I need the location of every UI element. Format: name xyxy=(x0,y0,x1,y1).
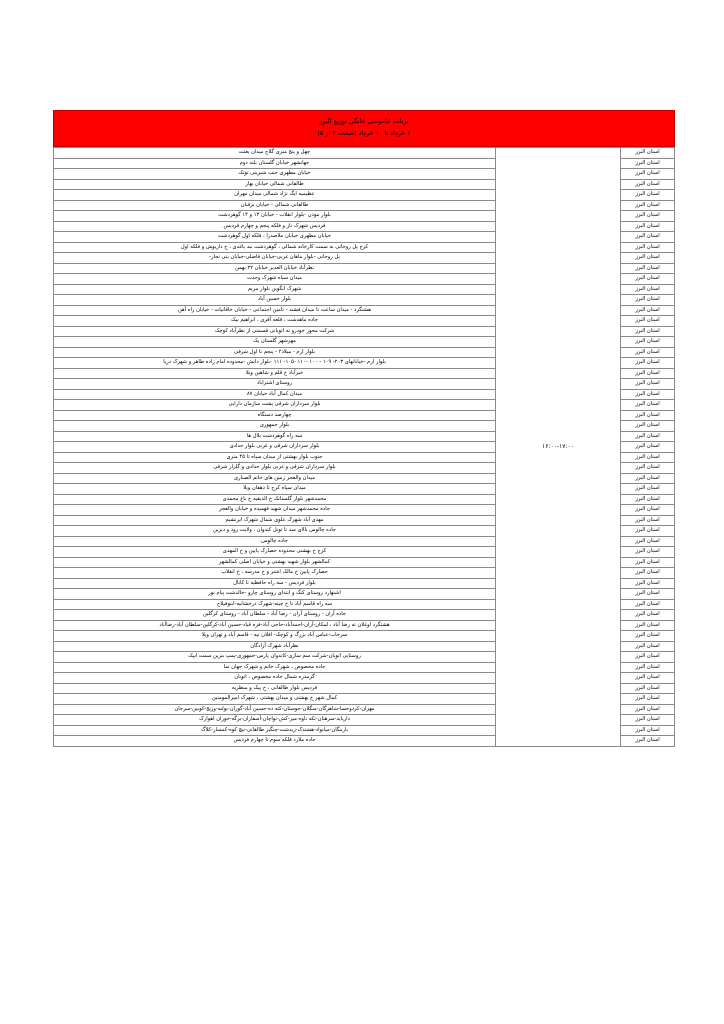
province-cell: استان البرز xyxy=(621,683,675,694)
area-cell: بلوار حسین آباد xyxy=(54,295,496,306)
area-cell: داریاید-سرهنان-تکه ناوه-میر-کش-تواچان-آسفاران-برگه-خوران اهوارک xyxy=(54,715,496,726)
area-cell: کمال شهر خ بهشتی و میدان بهشتی ، شهرک امیرالمومنین xyxy=(54,694,496,705)
province-cell: استان البرز xyxy=(621,547,675,558)
province-cell: استان البرز xyxy=(621,463,675,474)
province-cell: استان البرز xyxy=(621,169,675,180)
area-cell: مهدی آباد شهرک علوی شمال شهرک ایرنشیم xyxy=(54,515,496,526)
province-cell: استان البرز xyxy=(621,358,675,369)
province-cell: استان البرز xyxy=(621,526,675,537)
province-cell: استان البرز xyxy=(621,389,675,400)
time-slot-cell: ۱۶:۰۰-۱۷:۰۰ xyxy=(496,148,621,747)
area-cell: بلوار سرداران شرقی و غربی بلوار حدادی و گلزار شرقی xyxy=(54,463,496,474)
province-cell: استان البرز xyxy=(621,652,675,663)
area-cell: کرج خ بهشتی محدوده حصارک پایین و خ المهدی xyxy=(54,547,496,558)
schedule-title: برنامه خاموشی خانگی توزیع البرز xyxy=(319,117,409,125)
province-cell: استان البرز xyxy=(621,284,675,295)
province-cell: استان البرز xyxy=(621,410,675,421)
province-cell: استان البرز xyxy=(621,568,675,579)
area-cell: چهل و پنج متری گلاج میدان بعثت xyxy=(54,148,496,159)
area-cell: بلوار سرداران شرقی و غربی بلوار حدادی xyxy=(54,442,496,453)
province-cell: استان البرز xyxy=(621,347,675,358)
area-cell: خیرآباد خ قلم و شاهین ویلا xyxy=(54,368,496,379)
area-cell: عظیمیه ایگ نژاد شمالی میدان مهران xyxy=(54,190,496,201)
area-cell: هشتگرد - میدان ساعت تا میدان فشند - تامین اجتماعی - خیابان خاقانیات - خیابان راه آهن xyxy=(54,305,496,316)
schedule-subtitle: ۶ خرداد تا ۱۰ خرداد (صفحه ۴ از ۵) xyxy=(317,129,411,137)
area-cell: بارمگان-میانواد-هشتدک-زیدشت-چنگیز طالقانی-نیچ کوه-کمسار-کلاگ xyxy=(54,725,496,736)
area-cell: بلوار فردیس - سه راه حافظیه تا کانال xyxy=(54,578,496,589)
schedule-header xyxy=(53,110,675,147)
province-cell: استان البرز xyxy=(621,431,675,442)
area-cell: جنوب بلوار بهشتی از میدان سپاه تا ۴۵ متری xyxy=(54,452,496,463)
area-cell: نظرآباد شهرک آزادگان xyxy=(54,641,496,652)
province-cell: استان البرز xyxy=(621,305,675,316)
province-cell: استان البرز xyxy=(621,421,675,432)
area-cell: میدان سپاه شهرک وحدت xyxy=(54,274,496,285)
area-cell: شهرک انگوین بلوار مریم xyxy=(54,284,496,295)
province-cell: استان البرز xyxy=(621,473,675,484)
province-cell: استان البرز xyxy=(621,379,675,390)
area-cell: جاده آران - روستای آران - رضا آباد - سلطان آباد - روستای کرگلین xyxy=(54,610,496,621)
province-cell: استان البرز xyxy=(621,704,675,715)
province-cell: استان البرز xyxy=(621,442,675,453)
area-cell: چهارصد دستگاه xyxy=(54,410,496,421)
area-cell: گرمدره شمال جاده مخصوص ، اتوبان xyxy=(54,673,496,684)
province-cell: استان البرز xyxy=(621,295,675,306)
area-cell: اشتهارد روستای کنگ و ابتدای روستای چارو -خالدشت پیام نور xyxy=(54,589,496,600)
province-cell: استان البرز xyxy=(621,641,675,652)
province-cell: استان البرز xyxy=(621,316,675,327)
area-cell: سرخاب-عباس آباد بزرگ و کوچک- افلان تپه - قاسم آباد و تهران ویلا xyxy=(54,631,496,642)
area-cell: بلوار ارم -خیابانهای ۲۰۳- ۱۰۹ - ۱۰۰ -۱۱۰ -۱۰۵- ۱۱۱ -بلوار دانش -محدوده امام زاده طاهر و شهرک دریا xyxy=(54,358,496,369)
province-cell: استان البرز xyxy=(621,715,675,726)
area-cell: جاده محمدشهر میدان شهید فهمیده و خیابان والفجر xyxy=(54,505,496,516)
province-cell: استان البرز xyxy=(621,694,675,705)
area-cell: جاده ملارد فلکه سوم تا چهارم فردیس xyxy=(54,736,496,747)
area-cell: روستای اشتراباد xyxy=(54,379,496,390)
province-cell: استان البرز xyxy=(621,148,675,159)
province-cell: استان البرز xyxy=(621,400,675,411)
area-cell: کمالشهر بلوار شهید بهشتی و خیابان اصلی کمالشهر xyxy=(54,557,496,568)
province-cell: استان البرز xyxy=(621,232,675,243)
area-cell: مهران-کردوخسا-شاهرگان-منگلان-جوستان-کته ده-حسین آباد-گوران-بولنه-وزیج-کوبین-سرجان xyxy=(54,704,496,715)
area-cell: جاده مخصوص ، شهرک خاتم و شهرک جهان نما xyxy=(54,662,496,673)
area-cell: پل روحانی -بلوار ماهان غربی-خیابان فاضلی-خیابان بنی نجار- xyxy=(54,253,496,264)
area-cell: روستایی اتوبان-شرکت سم سازی-کاندوان پارس-جمهوری-پمپ بنزین سمت ایپک xyxy=(54,652,496,663)
area-cell: حصارک پایین خ مالک اشتر و خ مدرسه ، خ انقلاب xyxy=(54,568,496,579)
province-cell: استان البرز xyxy=(621,536,675,547)
province-cell: استان البرز xyxy=(621,158,675,169)
province-cell: استان البرز xyxy=(621,337,675,348)
schedule-sheet xyxy=(53,110,675,747)
province-cell: استان البرز xyxy=(621,515,675,526)
area-cell: بلوار موذن -بلوار انقلاب - خیابان ۱۳ و ۱۴ گوهردشت xyxy=(54,211,496,222)
province-cell: استان البرز xyxy=(621,274,675,285)
area-cell: جاده ماهدشت ، قلعه آقری ، ابراهیم بیک xyxy=(54,316,496,327)
province-cell: استان البرز xyxy=(621,263,675,274)
province-cell: استان البرز xyxy=(621,326,675,337)
area-cell: مهرشهر گلستان یک xyxy=(54,337,496,348)
province-cell: استان البرز xyxy=(621,452,675,463)
province-cell: استان البرز xyxy=(621,620,675,631)
area-cell: سه راه گوهردشت بلال ها xyxy=(54,431,496,442)
province-cell: استان البرز xyxy=(621,190,675,201)
area-cell: میدان سپاه کرج تا دهقان ویلا xyxy=(54,484,496,495)
province-cell: استان البرز xyxy=(621,578,675,589)
province-cell: استان البرز xyxy=(621,725,675,736)
area-cell: میدان کمال آباد خیابان ۸۷ xyxy=(54,389,496,400)
province-cell: استان البرز xyxy=(621,211,675,222)
province-cell: استان البرز xyxy=(621,368,675,379)
area-cell: جاده چالوس بالای سد تا تونل کندوان ، ولایت رود و دیزین xyxy=(54,526,496,537)
area-cell: فردیس شهرک ناز و فلکه پنجم و چهارم فردیس xyxy=(54,221,496,232)
schedule-table xyxy=(53,147,675,747)
area-cell: جهانشهر خیابان گلستان بلند دوم xyxy=(54,158,496,169)
area-cell: خیابان مطهری خیابان ملاصدرا ، فلکه اول گوهردشت xyxy=(54,232,496,243)
area-cell: نظرآباد خیابان الغدیر خیابان ۲۲ بهمن xyxy=(54,263,496,274)
province-cell: استان البرز xyxy=(621,200,675,211)
area-cell: بلوار ارم - میلاد۲ - پنجم تا اول شرقی xyxy=(54,347,496,358)
province-cell: استان البرز xyxy=(621,631,675,642)
area-cell: هشتگرد اوغلان ته رضا آباد ، لمکان-آران-احمدآباد-حاجی آباد-فره قباد-حسین آباد-کرگلین-سلطان آباد-رضاآباد xyxy=(54,620,496,631)
area-cell: بلوار سرداران شرقی پشت سازمان دارایی xyxy=(54,400,496,411)
area-cell: جاده چالوس xyxy=(54,536,496,547)
area-cell: طالقانی شمالی خیابان بهار xyxy=(54,179,496,190)
province-cell: استان البرز xyxy=(621,179,675,190)
province-cell: استان البرز xyxy=(621,484,675,495)
province-cell: استان البرز xyxy=(621,673,675,684)
province-cell: استان البرز xyxy=(621,610,675,621)
area-cell: محمدشهر بلوار گلستانک خ الذیقیه خ باغ محمدی xyxy=(54,494,496,505)
area-cell: کرج پل روحانی به سمت کارخانه شمالی ، گوهردشت بند باغدی ، خ داریوش و فلکه اول xyxy=(54,242,496,253)
province-cell: استان البرز xyxy=(621,494,675,505)
province-cell: استان البرز xyxy=(621,221,675,232)
area-cell: سه راه قاسم آباد تا خ چیته-شهرک درخشانیه-ابتوفیلاج xyxy=(54,599,496,610)
province-cell: استان البرز xyxy=(621,557,675,568)
area-cell: شرکت محور خودرو ته اتوبانی قسمتی از نظرآباد کوچک xyxy=(54,326,496,337)
province-cell: استان البرز xyxy=(621,589,675,600)
province-cell: استان البرز xyxy=(621,505,675,516)
province-cell: استان البرز xyxy=(621,242,675,253)
province-cell: استان البرز xyxy=(621,253,675,264)
area-cell: فردیس بلوار طالقانی ، خ پیک و منظریه xyxy=(54,683,496,694)
table-row xyxy=(54,148,675,159)
province-cell: استان البرز xyxy=(621,599,675,610)
area-cell: خیابان مطهری جنب شیرینی توتک xyxy=(54,169,496,180)
area-cell: میدان والفجر زمین های خاتم الصناری xyxy=(54,473,496,484)
area-cell: بلوار جمهوری xyxy=(54,421,496,432)
area-cell: طالقانی شمالی - خیابان برقبان xyxy=(54,200,496,211)
province-cell: استان البرز xyxy=(621,736,675,747)
province-cell: استان البرز xyxy=(621,662,675,673)
